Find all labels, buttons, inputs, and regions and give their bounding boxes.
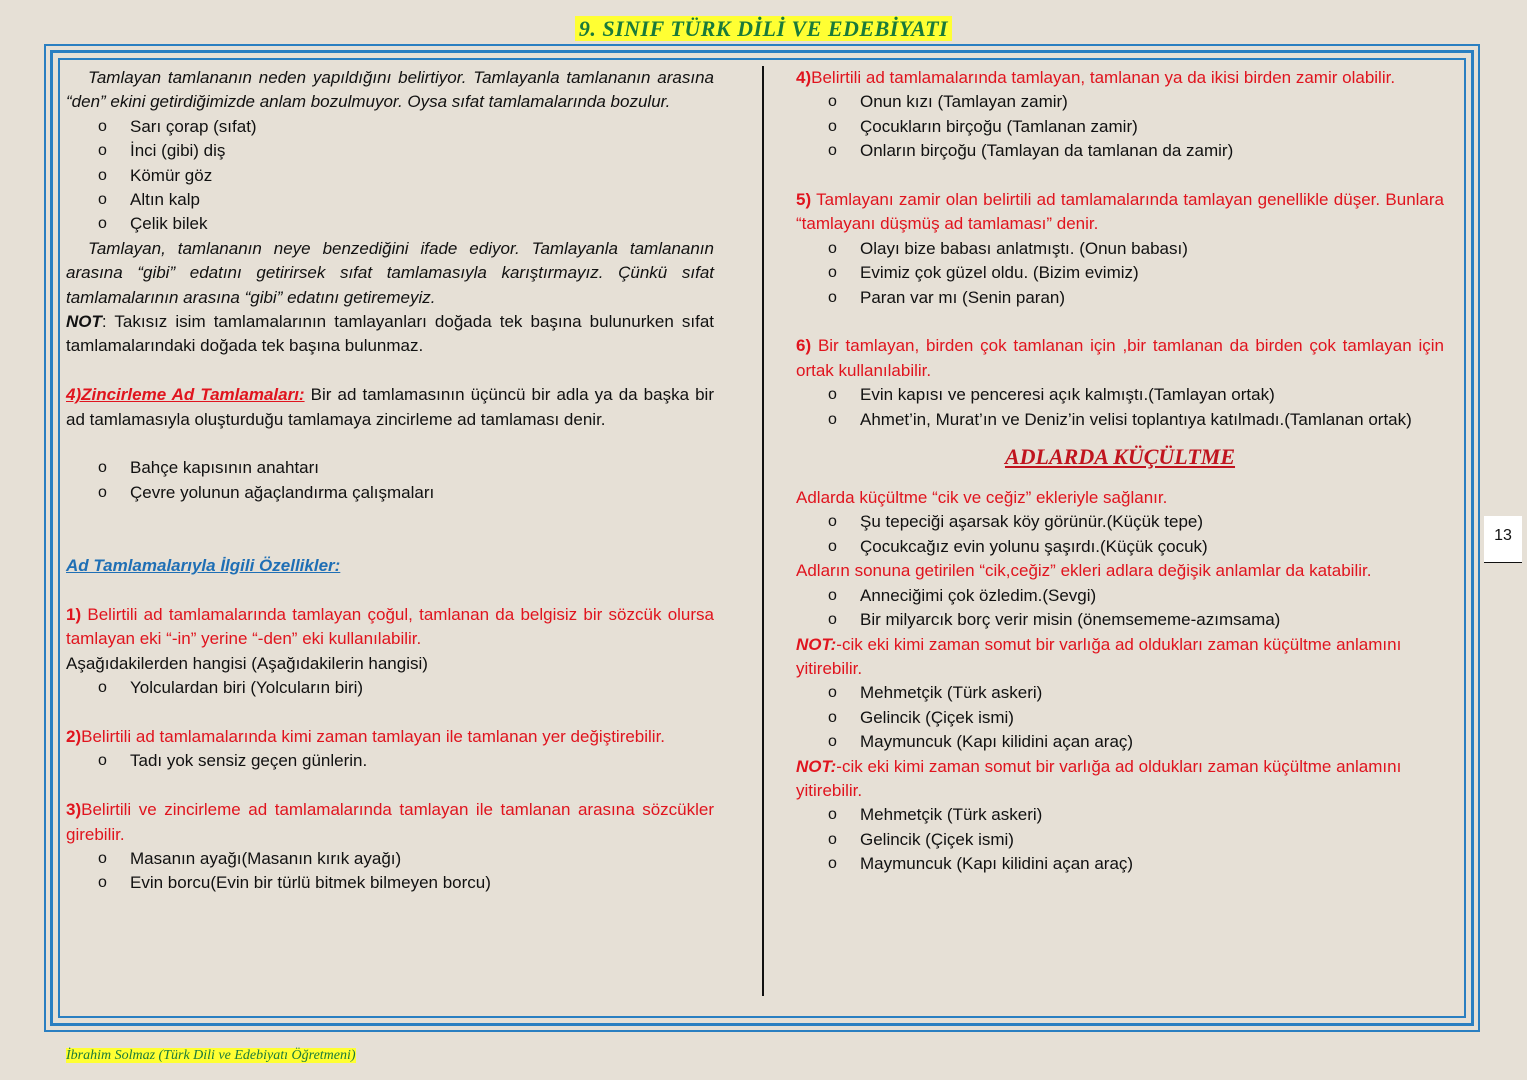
list-item: o Evin kapısı ve penceresi açık kalmıştı.(Tamlayan ortak)	[796, 383, 1444, 407]
property-1	[66, 603, 714, 652]
anlam-paragraph: Adların sonuna getirilen “cik,ceğiz” ekleri adlara değişik anlamlar da katabilir.	[796, 561, 1372, 581]
property-6-number: 6)	[796, 336, 812, 356]
property-3	[66, 798, 714, 847]
list-item: o Çocukların birçoğu (Tamlanan zamir)	[796, 115, 1444, 139]
list-item: o Sarı çorap (sıfat)	[66, 115, 714, 139]
note-paragraph-2	[796, 755, 1444, 804]
list-item: o Maymuncuk (Kapı kilidini açan araç)	[796, 730, 1444, 754]
property-6-text: Bir tamlayan, birden çok tamlanan için ,bir tamlanan da birden çok tamlayan için ortak kullanılabilir.	[796, 336, 1444, 380]
property-5-number: 5)	[796, 190, 812, 210]
list-item: o Paran var mı (Senin paran)	[796, 286, 1444, 310]
note-text-2: -cik eki kimi zaman somut bir varlığa ad oldukları zaman küçültme anlamını yitirebilir.	[796, 756, 1402, 800]
list-item: o Bahçe kapısının anahtarı	[66, 456, 714, 480]
intro-paragraph-2-text: Tamlayan, tamlananın neye benzediğini ifade ediyor. Tamlayanla tamlananın arasına “gibi” edatını getirirsek sıfat tamlamasıyla karıştırmayız. Çünkü sıfat tamlamalarının arasına “gibi” edatını getiremeyiz.	[66, 238, 714, 307]
list-item: o Tadı yok sensiz geçen günlerin.	[66, 749, 714, 773]
property-5-text: Tamlayanı zamir olan belirtili ad tamlamalarında tamlayan genellikle düşer. Bunlara “tamlayanı düşmüş ad tamlaması” denir.	[796, 190, 1444, 234]
list-item: o Evimiz çok güzel oldu. (Bizim evimiz)	[796, 261, 1444, 285]
list-item: o Anneciğimi çok özledim.(Sevgi)	[796, 584, 1444, 608]
intro-paragraph-1-text: Tamlayan tamlananın neden yapıldığını belirtiyor. Tamlayanla tamlananın arasına “den” ekini getirdiğimizde anlam bozulmuyor. Oysa sıfat tamlamalarında bozulur.	[66, 68, 714, 112]
list-item: o Yolculardan biri (Yolcuların biri)	[66, 676, 714, 700]
property-5	[796, 188, 1444, 237]
column-divider	[762, 66, 764, 996]
property-3-number: 3)	[66, 800, 82, 820]
property-4-text: Belirtili ad tamlamalarında tamlayan, tamlanan ya da ikisi birden zamir olabilir.	[811, 68, 1396, 87]
zincirleme-text: Bir ad tamlamasının üçüncü bir adla ya da başka bir ad tamlamasıyla oluşturduğu tamlamaya zincirleme ad tamlaması denir.	[66, 385, 714, 429]
property-2	[66, 725, 714, 749]
note-paragraph-1	[796, 633, 1444, 682]
note-label-2: NOT:	[796, 756, 837, 776]
example-list-8	[796, 383, 1444, 432]
kucultme-paragraph: Adlarda küçültme “cik ve ceğiz” ekleriyle sağlanır.	[796, 488, 1168, 508]
section-title: ADLARDA KÜÇÜLTME	[1004, 444, 1236, 470]
note-label: NOT	[66, 312, 102, 332]
list-item: o Masanın ayağı(Masanın kırık ayağı)	[66, 847, 714, 871]
property-1-text: Belirtili ad tamlamalarında tamlayan çoğul, tamlanan da belgisiz bir sözcük olursa tamlayan eki “-in” yerine “-den” eki kullanılabilir.	[66, 604, 714, 649]
property-3-text: Belirtili ve zincirleme ad tamlamalarında tamlayan ile tamlanan arasına sözcükler girebilir.	[66, 800, 714, 844]
list-item: o Gelincik (Çiçek ismi)	[796, 828, 1444, 852]
intro-paragraph-2	[66, 237, 714, 310]
property-4-number: 4)	[796, 68, 812, 87]
example-list-2	[66, 456, 714, 505]
intro-paragraph-1	[66, 66, 714, 115]
list-item: o Maymuncuk (Kapı kilidini açan araç)	[796, 852, 1444, 876]
page-number: 13	[1484, 516, 1522, 563]
example-list-7	[796, 237, 1444, 310]
list-item: o İnci (gibi) diş	[66, 139, 714, 163]
list-item: o Evin borcu(Evin bir türlü bitmek bilmeyen borcu)	[66, 871, 714, 895]
example-list-5	[66, 847, 714, 896]
list-item: o Şu tepeciği aşarsak köy görünür.(Küçük tepe)	[796, 510, 1444, 534]
list-item: o Altın kalp	[66, 188, 714, 212]
list-item: o Ahmet’in, Murat’ın ve Deniz’in velisi toplantıya katılmadı.(Tamlanan ortak)	[796, 408, 1444, 432]
example-list-11	[796, 681, 1444, 754]
example-list-6	[796, 90, 1444, 163]
list-item: o Mehmetçik (Türk askeri)	[796, 803, 1444, 827]
list-item: o Çocukcağız evin yolunu şaşırdı.(Küçük çocuk)	[796, 535, 1444, 559]
list-item: o Çevre yolunun ağaçlandırma çalışmaları	[66, 481, 714, 505]
example-list-9	[796, 510, 1444, 559]
list-item: o Bir milyarcık borç verir misin (önemsememe-azımsama)	[796, 608, 1444, 632]
property-1-example: Aşağıdakilerden hangisi (Aşağıdakilerin hangisi)	[66, 653, 428, 673]
example-list-10	[796, 584, 1444, 633]
list-item: o Onların birçoğu (Tamlayan da tamlanan da zamir)	[796, 139, 1444, 163]
note-text: : Takısız isim tamlamalarının tamlayanları doğada tek başına bulunurken sıfat tamlamalarındaki doğada tek başına bulunmaz.	[66, 312, 714, 356]
right-column	[796, 66, 1444, 877]
note-paragraph	[66, 310, 714, 359]
note-label-1: NOT:	[796, 634, 837, 654]
left-column	[66, 66, 714, 896]
property-4	[796, 66, 1444, 90]
example-list-12	[796, 803, 1444, 876]
property-2-number: 2)	[66, 726, 82, 746]
list-item: o Onun kızı (Tamlayan zamir)	[796, 90, 1444, 114]
zincirleme-paragraph	[66, 383, 714, 432]
property-2-text: Belirtili ad tamlamalarında kimi zaman tamlayan ile tamlanan yer değiştirebilir.	[81, 726, 666, 746]
footer	[66, 1046, 356, 1064]
example-list-4	[66, 749, 714, 773]
ozellikler-heading-line	[66, 554, 714, 578]
list-item: o Mehmetçik (Türk askeri)	[796, 681, 1444, 705]
ozellikler-heading: Ad Tamlamalarıyla İlgili Özellikler:	[66, 556, 341, 576]
example-list-3	[66, 676, 714, 700]
list-item: o Çelik bilek	[66, 212, 714, 236]
example-list-1	[66, 115, 714, 237]
note-text-1: -cik eki kimi zaman somut bir varlığa ad oldukları zaman küçültme anlamını yitirebilir.	[796, 634, 1402, 678]
list-item: o Olayı bize babası anlatmıştı. (Onun babası)	[796, 237, 1444, 261]
page-title	[0, 16, 1527, 42]
list-item: o Gelincik (Çiçek ismi)	[796, 706, 1444, 730]
page-title-text: 9. SINIF TÜRK DİLİ VE EDEBİYATI	[575, 16, 952, 41]
property-1-number: 1)	[66, 604, 82, 624]
list-item: o Kömür göz	[66, 164, 714, 188]
zincirleme-heading: 4)Zincirleme Ad Tamlamaları:	[66, 385, 305, 405]
property-6	[796, 334, 1444, 383]
footer-author: İbrahim Solmaz (Türk Dili ve Edebiyatı Öğretmeni)	[66, 1048, 356, 1063]
